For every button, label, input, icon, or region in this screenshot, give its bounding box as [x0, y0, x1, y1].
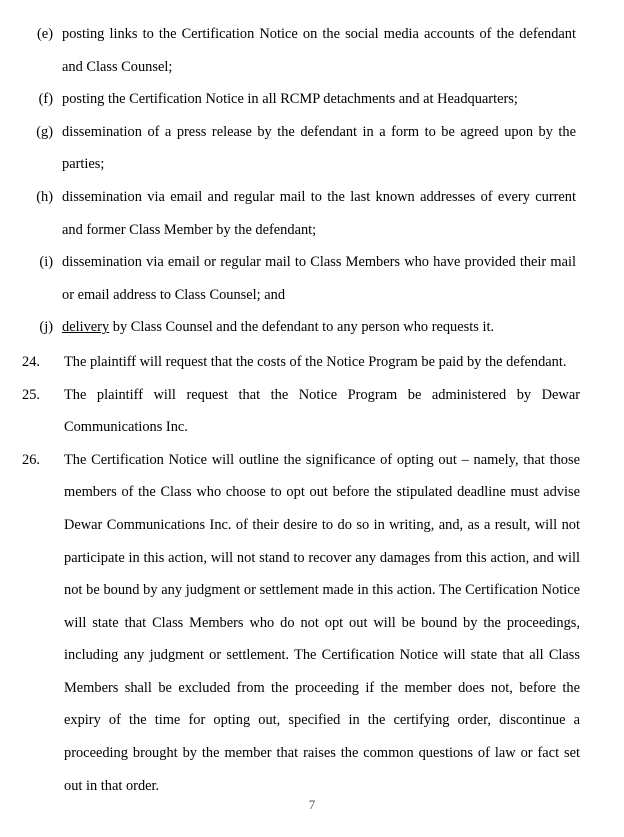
list-item-marker: (e) — [37, 26, 53, 42]
list-item-marker: (i) — [39, 254, 53, 271]
list-item — [22, 83, 580, 116]
list-item-text: dissemination via email and regular mail to the last known addresses of every current and former Class Member by the defendant; — [62, 188, 576, 238]
list-item-text-underlined: delivery — [62, 319, 110, 336]
paragraph-24 — [22, 346, 580, 379]
page-number: 7 — [308, 797, 316, 812]
list-item-text — [62, 311, 580, 344]
list-item — [22, 116, 580, 181]
list-item — [22, 246, 580, 311]
paragraph-number: 24. — [22, 353, 40, 370]
list-item-marker: (f) — [38, 91, 53, 108]
paragraph-number: 26. — [22, 451, 40, 468]
paragraph-text: The Certification Notice will outline the significance of opting out – namely, that those members of the Class who choose to opt out before the stipulated deadline must advise Dewar Communications Inc. of their desire to do so in writing, and, as a result, will not participate in this action, will not stand to recover any damages from this action, and will not be bound by any judgment or settlement made in this action. The Certification Notice will state that Class Members who do not opt out will be bound by the proceedings, including any judgment or settlement. The Certification Notice will state that all Class Members shall be excluded from the proceeding if the member does not, before the expiry of the time for opting out, specified in the certifying order, discontinue a proceeding brought by the member that raises the common questions of law or fact set out in that order. — [64, 451, 580, 794]
list-item-marker: (j) — [39, 319, 53, 336]
paragraph-26 — [22, 444, 580, 803]
list-item-marker: (g) — [36, 123, 53, 140]
list-item-text: posting links to the Certification Notice on the social media accounts of the defendant and Class Counsel; — [62, 26, 576, 75]
list-item-text: dissemination via email or regular mail to Class Members who have provided their mail or email address to Class Counsel; and — [62, 254, 576, 303]
list-item — [22, 311, 580, 344]
list-item-marker: (h) — [36, 188, 53, 205]
list-item-text: dissemination of a press release by the defendant in a form to be agreed upon by the parties; — [62, 123, 576, 173]
paragraph-text: The plaintiff will request that the Notice Program be administered by Dewar Communications Inc. — [64, 386, 580, 436]
list-item — [22, 18, 580, 83]
list-item-text-rest: by Class Counsel and the defendant to any person who requests it. — [109, 319, 495, 336]
list-item — [22, 181, 580, 246]
paragraph-number: 25. — [22, 386, 40, 403]
paragraph-25 — [22, 379, 580, 444]
list-item-text: posting the Certification Notice in all RCMP detachments and at Headquarters; — [62, 91, 518, 108]
paragraph-text: The plaintiff will request that the costs of the Notice Program be paid by the defendant. — [64, 353, 567, 370]
